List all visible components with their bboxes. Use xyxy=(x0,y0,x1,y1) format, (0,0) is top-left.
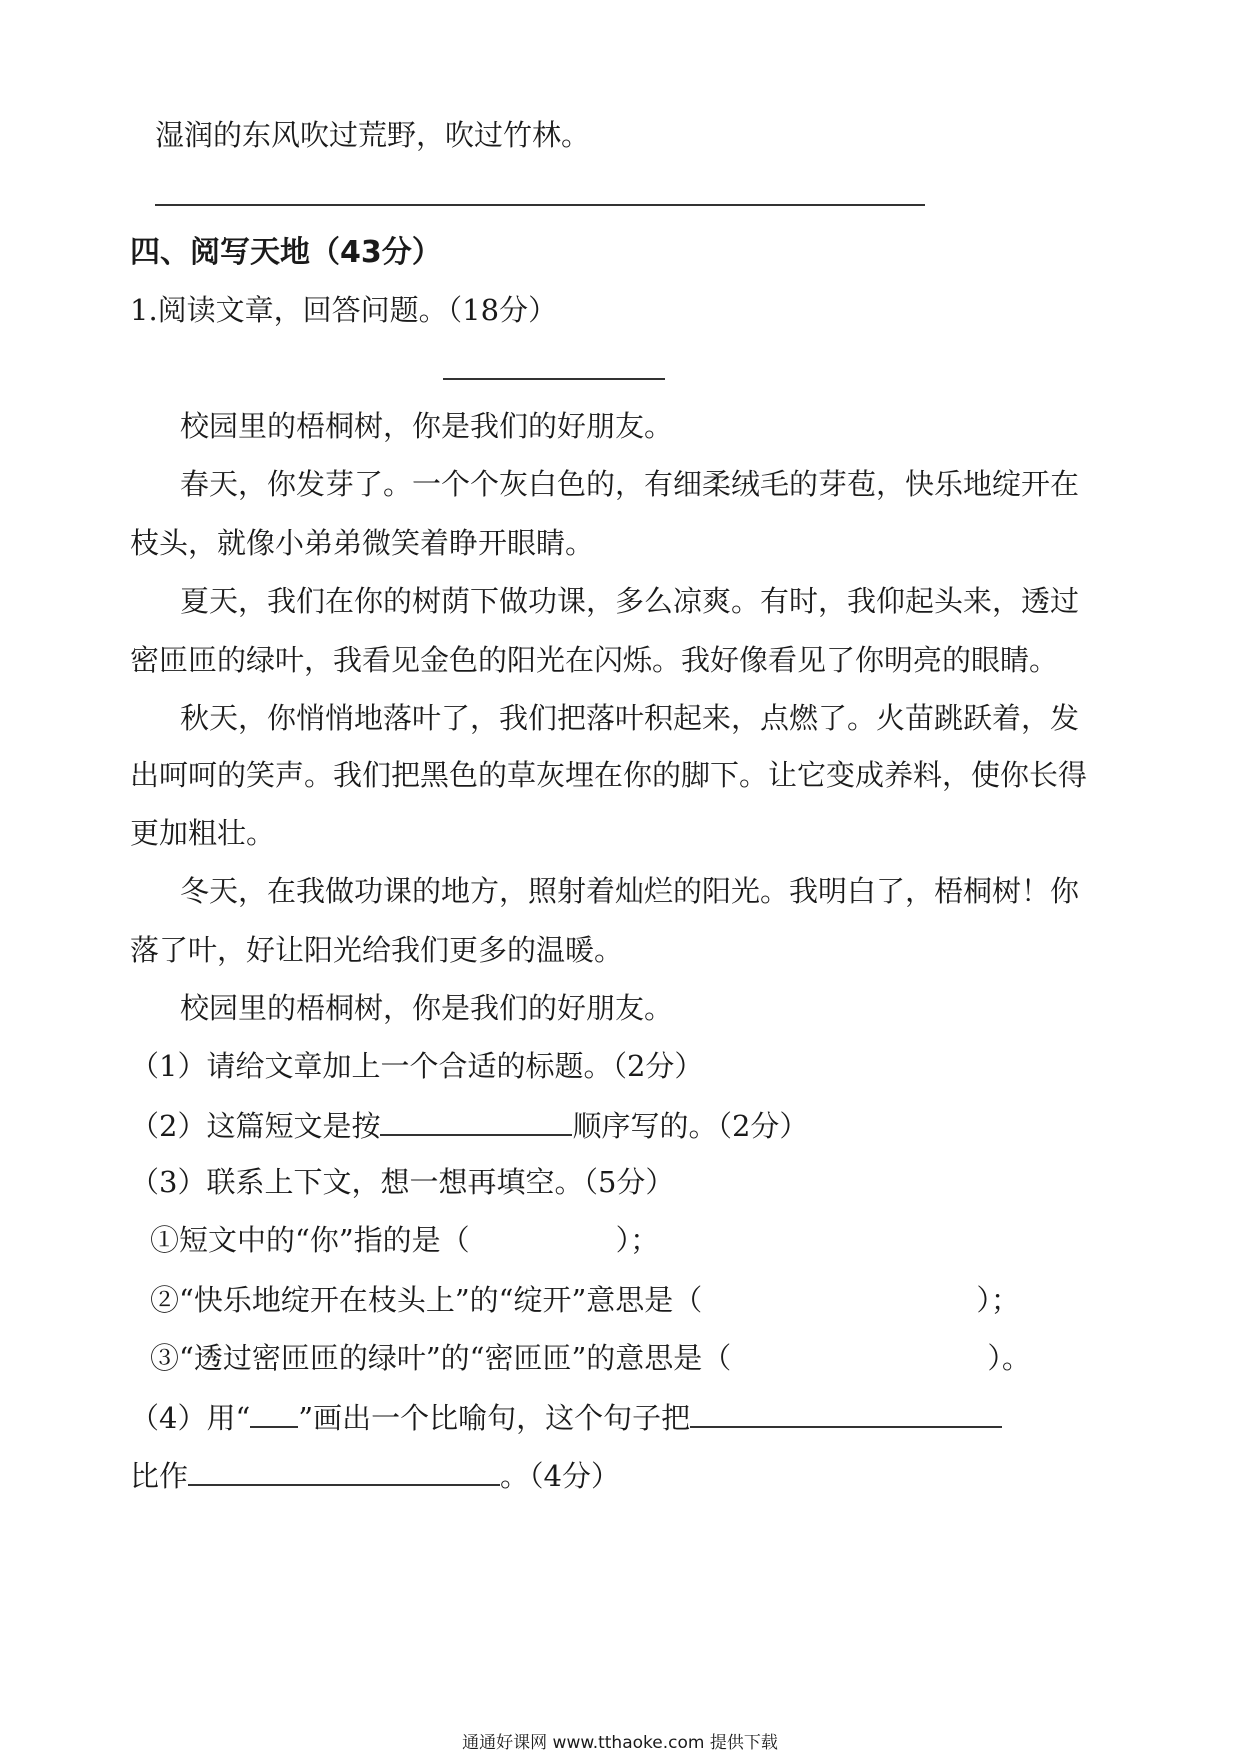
compared-to-blank[interactable] xyxy=(188,1454,500,1486)
article-paragraph: 校园里的梧桐树，你是我们的好朋友。 xyxy=(180,409,674,443)
section-heading: 四、阅写天地（43分） xyxy=(130,235,442,270)
question-1-title: 1.阅读文章，回答问题。（18分） xyxy=(130,293,558,327)
article-paragraph: 冬天，在我做功课的地方，照射着灿烂的阳光。我明白了，梧桐树！你 xyxy=(180,874,1080,908)
q4-compare: 比作 xyxy=(130,1459,189,1493)
q4-middle: ”画出一个比喻句，这个句子把 xyxy=(298,1401,691,1435)
sub-question-4-line-1 xyxy=(130,1396,1002,1438)
article-paragraph: 校园里的梧桐树，你是我们的好朋友。 xyxy=(180,991,674,1025)
sub-question-2-suffix: 顺序写的。（2分） xyxy=(572,1109,809,1143)
q4-score: 。（4分） xyxy=(500,1459,620,1493)
item-1-suffix: ）； xyxy=(615,1223,660,1257)
sub-question-3-item-2 xyxy=(150,1280,1020,1320)
article-paragraph: 春天，你发芽了。一个个灰白色的，有细柔绒毛的芽苞，快乐地绽开在 xyxy=(180,467,1080,501)
sub-question-2 xyxy=(130,1104,808,1146)
article-paragraph: 枝头，就像小弟弟微笑着睁开眼睛。 xyxy=(130,526,595,560)
item-3-suffix: ）。 xyxy=(987,1341,1031,1375)
sub-question-3-item-1 xyxy=(150,1220,659,1260)
underline-sample xyxy=(250,1396,298,1428)
sub-question-4-line-2 xyxy=(130,1454,620,1496)
title-blank xyxy=(443,378,665,380)
q4-prefix: （4）用“ xyxy=(130,1401,251,1435)
item-1-prefix: ①短文中的“你”指的是（ xyxy=(150,1223,470,1257)
article-paragraph: 更加粗壮。 xyxy=(130,816,276,850)
sub-question-3-item-3 xyxy=(150,1338,1031,1378)
item-2-suffix: ）； xyxy=(976,1283,1020,1317)
article-paragraph: 出呵呵的笑声。我们把黑色的草灰埋在你的脚下。让它变成养料，使你长得 xyxy=(130,758,1088,792)
article-paragraph: 夏天，我们在你的树荫下做功课，多么凉爽。有时，我仰起头来，透过 xyxy=(180,584,1080,618)
compared-object-blank[interactable] xyxy=(690,1396,1002,1428)
article-paragraph: 落了叶，好让阳光给我们更多的温暖。 xyxy=(130,933,624,967)
sub-question-2-prefix: （2）这篇短文是按 xyxy=(130,1109,381,1143)
item-3-prefix: ③“透过密匝匝的绿叶”的“密匝匝”的意思是（ xyxy=(150,1341,732,1375)
sub-question-3: （3）联系上下文，想一想再填空。（5分） xyxy=(130,1165,675,1199)
page-footer: 通通好课网 www.tthaoke.com 提供下载 xyxy=(462,1733,778,1753)
article-paragraph: 秋天，你悄悄地落叶了，我们把落叶积起来，点燃了。火苗跳跃着，发 xyxy=(180,701,1080,735)
order-blank[interactable] xyxy=(380,1104,572,1136)
item-2-prefix: ②“快乐地绽开在枝头上”的“绽开”意思是（ xyxy=(150,1283,703,1317)
top-sentence: 湿润的东风吹过荒野，吹过竹林。 xyxy=(155,118,591,152)
sub-question-1: （1）请给文章加上一个合适的标题。（2分） xyxy=(130,1049,704,1083)
article-paragraph: 密匝匝的绿叶，我看见金色的阳光在闪烁。我好像看见了你明亮的眼睛。 xyxy=(130,643,1059,677)
answer-line xyxy=(155,204,925,206)
